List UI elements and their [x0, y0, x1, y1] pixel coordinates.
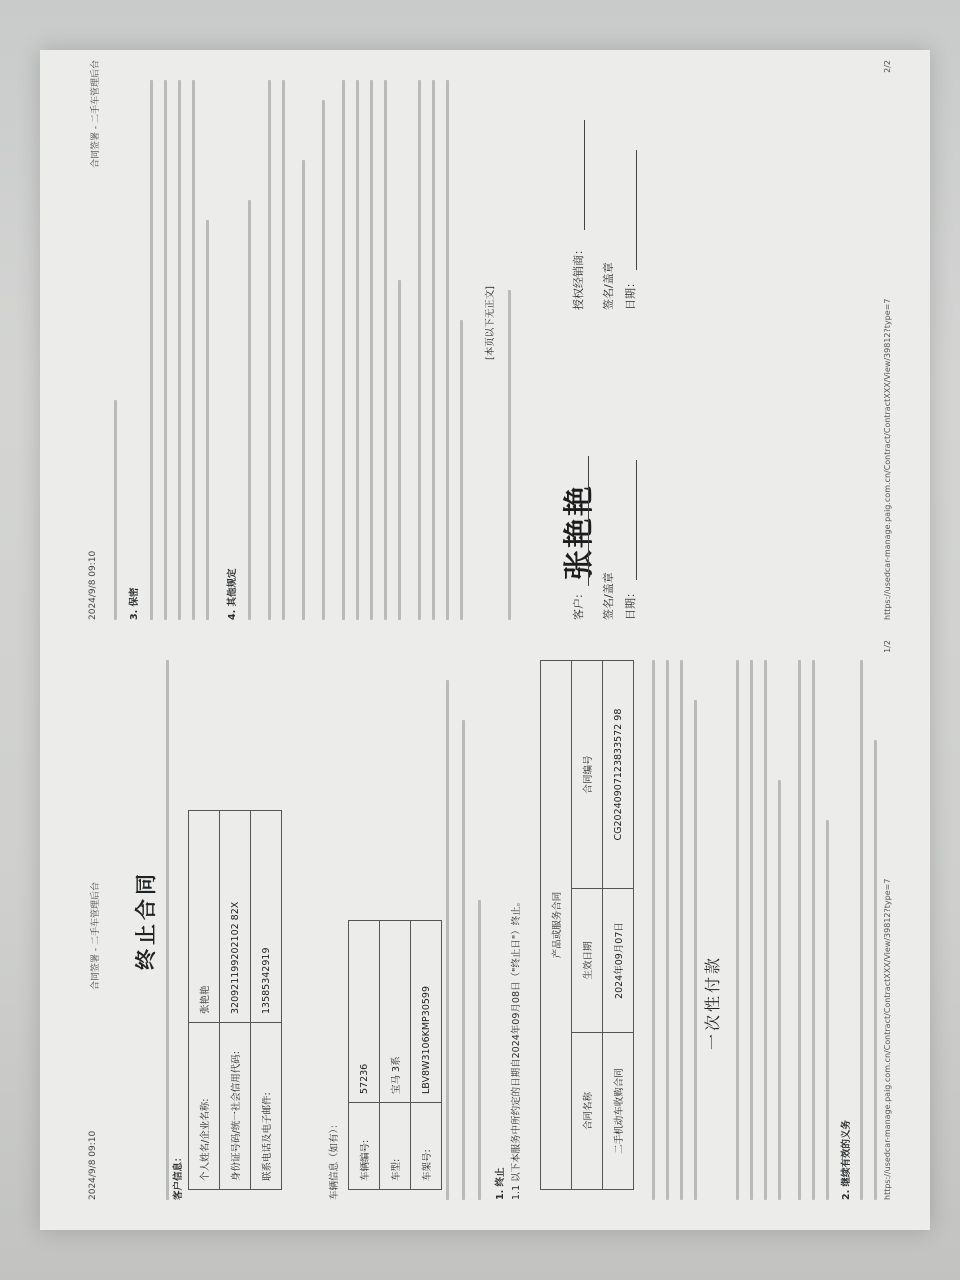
text-line: [398, 280, 401, 620]
section-1-title: 1. 终止: [495, 1167, 506, 1200]
table-cell: 2024年09月07日: [603, 889, 634, 1033]
licensor-date-line: [636, 150, 637, 270]
contract-page-2: [70, 60, 900, 620]
text-line: [302, 160, 305, 620]
text-line: [460, 320, 463, 620]
handwritten-payment-method: 一次性付款: [703, 954, 722, 1050]
table-row: [411, 921, 442, 1190]
text-line: [446, 680, 449, 1200]
text-line: [150, 80, 153, 620]
table-header-cell: 合同编号: [572, 661, 603, 889]
table-row: [189, 811, 220, 1190]
text-line: [206, 220, 209, 620]
text-line: [446, 80, 449, 620]
licensor-date-label: 日期：: [624, 277, 637, 310]
text-line: [342, 80, 345, 620]
text-line: [192, 80, 195, 620]
text-line: [680, 660, 683, 1200]
product-table: [540, 660, 634, 1190]
text-line: [282, 80, 285, 620]
table-cell: 宝马 3系: [380, 921, 411, 1103]
section-2-title: 2. 继续有效的义务: [841, 1119, 852, 1200]
section-3-title: 3. 保密: [129, 587, 140, 620]
text-line: [798, 660, 801, 1200]
table-cell: 张艳艳: [189, 811, 220, 1023]
table-row: [603, 661, 634, 1190]
clause-1-1: 1.1 以下本服务中所约定的日期自2024年09月08日（"终止日"）终止。: [511, 896, 522, 1200]
page1-header-date: 2024/9/8 09:10: [88, 1130, 98, 1200]
text-line: [874, 740, 877, 1200]
table-row: [349, 921, 380, 1190]
text-line: [164, 80, 167, 620]
licensor-sign-label: 签名/盖章: [602, 262, 615, 310]
customer-date-line: [636, 460, 637, 580]
table-cell: 个人姓名/企业名称:: [189, 1023, 220, 1190]
table-title-cell: 产品或服务合同: [541, 661, 572, 1190]
page1-footer-url: https://usedcar-manage.paig.com.cn/Contract/ContractXXX/View/39812?type=7: [883, 878, 892, 1200]
customer-date-label: 日期：: [624, 587, 637, 620]
table-cell: CG20240907123833572 98: [603, 661, 634, 889]
table-row: [380, 921, 411, 1190]
customer-signature-line: [588, 456, 589, 586]
page1-header-title: 合同签署 - 二手车管理后台: [91, 882, 101, 990]
page2-footer-url: https://usedcar-manage.paig.com.cn/Contract/ContractXXX/View/39812?type=7: [883, 298, 892, 620]
table-cell: 13585342919: [251, 811, 282, 1023]
page2-header-date: 2024/9/8 09:10: [88, 550, 98, 620]
vehicle-heading: 车辆信息（如有）：: [329, 1119, 340, 1200]
text-line: [478, 900, 481, 1200]
page1-footer-page: 1/2: [883, 640, 892, 653]
text-line: [860, 660, 863, 1200]
rotated-content: [70, 60, 900, 1220]
table-header-cell: 生效日期: [572, 889, 603, 1033]
text-line: [166, 660, 169, 1200]
text-line: [432, 80, 435, 620]
text-line: [370, 80, 373, 620]
text-line: [750, 660, 753, 1200]
table-cell: LBV8W3106KMP30599: [411, 921, 442, 1103]
licensor-label: 授权经销商：: [572, 244, 585, 310]
text-line: [114, 400, 117, 620]
table-row: [220, 811, 251, 1190]
page2-footer-page: 2/2: [883, 60, 892, 73]
customer-table: [188, 810, 282, 1190]
text-line: [826, 820, 829, 1200]
text-line: [268, 80, 271, 620]
no-more-text-note: [本页以下无正文]: [485, 286, 496, 360]
page2-header-title: 合同签署 - 二手车管理后台: [91, 60, 101, 168]
customer-sign-label: 签名/盖章: [602, 572, 615, 620]
customer-label: 客户:: [572, 594, 585, 620]
table-cell: 320921199202102 82X: [220, 811, 251, 1023]
text-line: [418, 80, 421, 620]
customer-signature: 张艳艳: [562, 484, 597, 580]
table-cell: 车辆编号:: [349, 1103, 380, 1190]
text-line: [356, 80, 359, 620]
text-line: [694, 700, 697, 1200]
page-title: 终止合同: [134, 870, 158, 970]
text-line: [462, 720, 465, 1200]
customer-heading: 客户信息：: [173, 1152, 184, 1200]
table-cell: 车架号:: [411, 1103, 442, 1190]
text-line: [812, 660, 815, 1200]
table-cell: 57236: [349, 921, 380, 1103]
contract-page-1: [70, 640, 900, 1200]
table-header-cell: 合同名称: [572, 1032, 603, 1189]
table-row: [572, 661, 603, 1190]
text-line: [764, 660, 767, 1200]
text-line: [248, 200, 251, 620]
table-cell: 身份证号码/统一社会信用代码:: [220, 1023, 251, 1190]
text-line: [666, 660, 669, 1200]
document-sheet: [40, 50, 930, 1230]
table-cell: 联系电话及电子邮件:: [251, 1023, 282, 1190]
section-4-title: 4. 其他规定: [227, 568, 238, 620]
text-line: [736, 660, 739, 1200]
text-line: [508, 290, 511, 620]
licensor-signature-line: [584, 120, 585, 230]
table-cell: 车型:: [380, 1103, 411, 1190]
table-row: [251, 811, 282, 1190]
text-line: [178, 80, 181, 620]
table-cell: 二手机动车收购合同: [603, 1032, 634, 1189]
text-line: [778, 780, 781, 1200]
vehicle-table: [348, 920, 442, 1190]
text-line: [652, 660, 655, 1200]
text-line: [384, 80, 387, 620]
text-line: [322, 100, 325, 620]
table-row: [541, 661, 572, 1190]
